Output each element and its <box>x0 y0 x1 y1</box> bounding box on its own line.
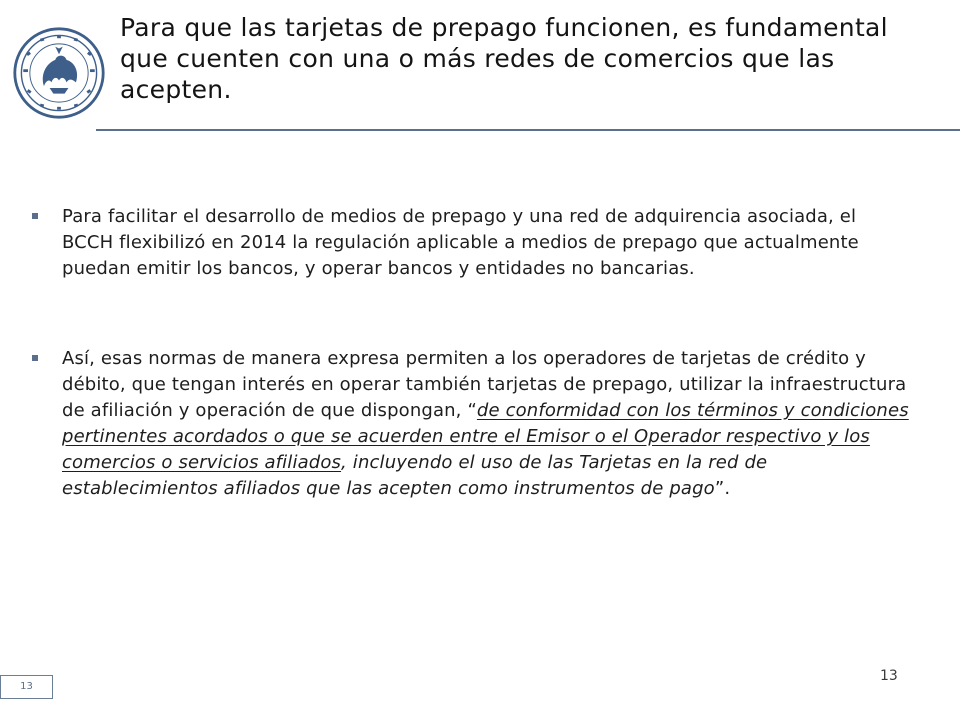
bullet-square-icon <box>32 355 38 361</box>
slide-title: Para que las tarjetas de prepago funcionen, es fundamental que cuenten con una o más redes de comercios que las acepten. <box>120 13 888 104</box>
slide-header <box>0 0 960 132</box>
header-divider <box>96 129 960 131</box>
bullet-square-icon <box>32 213 38 219</box>
open-quote: “ <box>467 400 477 421</box>
page-number: 13 <box>880 668 898 684</box>
quote-underlined-text: de conformidad con los términos y condiciones pertinentes acordados o que se acuerden entre el Emisor o el Operador respectivo y los comercios o servicios afiliados <box>62 400 909 473</box>
bullet-end-punctuation: . <box>724 478 731 499</box>
slide-body <box>30 204 910 502</box>
bullet-text: Para facilitar el desarrollo de medios de prepago y una red de adquirencia asociada, el BCCH flexibilizó en 2014 la regulación aplicable a medios de prepago que actualmente puedan emitir los bancos, y operar bancos y entidades no bancarias. <box>62 206 859 279</box>
bullet-item <box>30 204 910 282</box>
close-quote: ” <box>714 478 725 499</box>
page-number-box: 13 <box>0 675 53 699</box>
bullet-item <box>30 346 910 502</box>
bullet-intro-text: Así, esas normas de manera expresa permiten a los operadores de tarjetas de crédito y débito, que tengan interés en operar también tarjetas de prepago, utilizar la infraestructura de afiliación y operación de que dispongan, <box>62 348 907 421</box>
quote-rest-text: , incluyendo el uso de las Tarjetas en la red de establecimientos afiliados que las acepten como instrumentos de pago <box>62 452 768 499</box>
banco-central-chile-seal-icon <box>12 26 106 120</box>
